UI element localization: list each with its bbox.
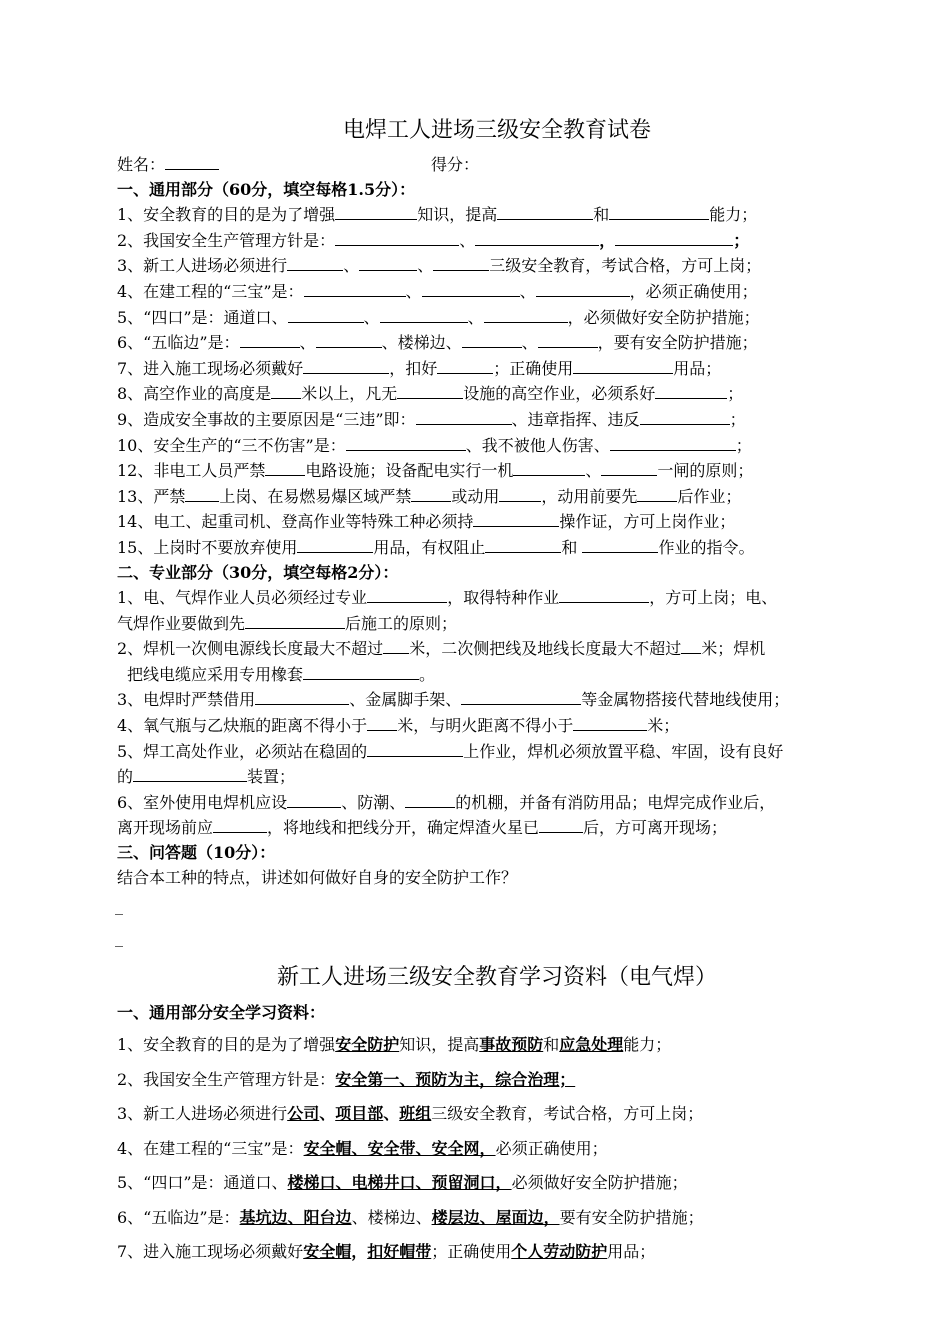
pro-question-5b: 的 装置； xyxy=(117,764,877,790)
blank[interactable] xyxy=(185,484,219,502)
exam-title: 电焊工人进场三级安全教育试卷 xyxy=(342,118,651,143)
blank[interactable] xyxy=(637,484,677,502)
blank[interactable] xyxy=(287,253,343,271)
answer-line-2[interactable]: _ xyxy=(115,928,123,948)
study-general-heading: 一、通用部分安全学习资料： xyxy=(117,1003,326,1023)
blank[interactable] xyxy=(255,687,349,705)
blank[interactable] xyxy=(485,535,561,553)
blank[interactable] xyxy=(437,356,493,374)
blank[interactable] xyxy=(367,739,463,757)
blank[interactable] xyxy=(462,330,522,348)
blank[interactable] xyxy=(245,611,345,629)
section-qa-heading: 三、问答题（10分）： xyxy=(117,843,276,863)
blank[interactable] xyxy=(405,790,455,808)
study-item-6: 6、“五临边”是：基坑边、阳台边、楼梯边、楼层边、屋面边，要有安全防护措施； xyxy=(117,1207,704,1227)
pro-question-2b: 把线电缆应采用专用橡套 。 xyxy=(117,662,877,688)
question-5: 5、“四口”是：通道口、 、 、 ，必须做好安全防护措施； xyxy=(117,305,877,331)
question-9: 9、造成安全事故的主要原因是“三违”即： 、违章指挥、违反 ； xyxy=(117,407,877,433)
blank[interactable] xyxy=(433,253,489,271)
name-score-line xyxy=(117,152,877,178)
document-page xyxy=(117,112,877,1270)
pro-question-4: 4、氧气瓶与乙炔瓶的距离不得小于 米，与明火距离不得小于 米； xyxy=(117,713,877,739)
blank[interactable] xyxy=(316,330,382,348)
blank[interactable] xyxy=(573,356,673,374)
study-section xyxy=(117,998,877,1270)
blank[interactable] xyxy=(513,458,585,476)
blank[interactable] xyxy=(610,433,736,451)
blank[interactable] xyxy=(536,279,630,297)
blank[interactable] xyxy=(461,687,581,705)
blank[interactable] xyxy=(475,228,599,246)
blank[interactable] xyxy=(422,279,520,297)
blank[interactable] xyxy=(539,815,583,833)
blank[interactable] xyxy=(303,662,419,680)
pro-question-6b: 离开现场前应 ，将地线和把线分开，确定焊渣火星已 后，方可离开现场； xyxy=(117,815,877,841)
question-10: 10、安全生产的“三不伤害”是： 、我不被他人伤害、 ； xyxy=(117,433,877,459)
blank[interactable] xyxy=(367,585,447,603)
study-item-1: 1、安全教育的目的是为了增强安全防护知识，提高事故预防和应急处理能力； xyxy=(117,1035,672,1055)
blank[interactable] xyxy=(380,305,468,323)
pro-question-1a: 1、电、气焊作业人员必须经过专业 ，取得特种作业 ，方可上岗；电、 xyxy=(117,585,877,611)
question-13: 13、严禁 上岗、在易燃易爆区域严禁 或动用 ，动用前要先 后作业； xyxy=(117,484,877,510)
blank[interactable] xyxy=(615,228,733,246)
blank[interactable] xyxy=(681,636,701,654)
qa-question: 结合本工种的特点，讲述如何做好自身的安全防护工作？ xyxy=(117,867,518,887)
study-item-5: 5、“四口”是：通道口、楼梯口、电梯井口、预留洞口，必须做好安全防护措施； xyxy=(117,1173,688,1193)
blank[interactable] xyxy=(559,585,649,603)
question-8: 8、高空作业的高度是 米以上，凡无 设施的高空作业，必须系好 ； xyxy=(117,381,877,407)
blank[interactable] xyxy=(538,330,598,348)
blank[interactable] xyxy=(383,636,409,654)
blank[interactable] xyxy=(473,509,559,527)
blank[interactable] xyxy=(240,330,300,348)
blank[interactable] xyxy=(335,228,459,246)
blank[interactable] xyxy=(601,458,657,476)
study-item-4: 4、在建工程的“三宝”是：安全帽、安全带、安全网，必须正确使用； xyxy=(117,1138,608,1158)
pro-question-3: 3、电焊时严禁借用 、金属脚手架、 等金属物搭接代替地线使用； xyxy=(117,687,877,713)
answer-line-1[interactable]: _ xyxy=(115,896,123,916)
study-item-3: 3、新工人进场必须进行公司、项目部、班组三级安全教育，考试合格，方可上岗； xyxy=(117,1104,704,1124)
question-6: 6、“五临边”是： 、 、楼梯边、 、 ，要有安全防护措施； xyxy=(117,330,877,356)
question-12: 12、非电工人员严禁 电路设施；设备配电实行一机 、 一闸的原则； xyxy=(117,458,877,484)
blank[interactable] xyxy=(213,815,267,833)
blank[interactable] xyxy=(303,356,389,374)
blank[interactable] xyxy=(573,713,647,731)
study-title: 新工人进场三级安全教育学习资料（电气焊） xyxy=(276,965,717,991)
blank[interactable] xyxy=(582,535,658,553)
blank[interactable] xyxy=(397,381,463,399)
study-item-2: 2、我国安全生产管理方针是：安全第一、预防为主，综合治理； xyxy=(117,1069,576,1089)
blank[interactable] xyxy=(271,381,301,399)
section-general-heading: 一、通用部分（60分，填空每格1.5分）： xyxy=(117,179,416,199)
pro-question-6a: 6、室外使用电焊机应设 、防潮、 的机棚，并备有消防用品；电焊完成作业后， xyxy=(117,790,877,816)
study-item-7: 7、进入施工现场必须戴好安全帽，扣好帽带；正确使用个人劳动防护用品； xyxy=(117,1242,656,1262)
name-blank[interactable] xyxy=(165,152,219,170)
blank[interactable] xyxy=(497,202,593,220)
score-label: 得分： xyxy=(431,155,480,174)
blank[interactable] xyxy=(335,202,417,220)
question-1: 1、安全教育的目的是为了增强 知识，提高 和 能力； xyxy=(117,202,877,228)
blank[interactable] xyxy=(297,535,373,553)
blank[interactable] xyxy=(499,484,541,502)
pro-question-1b: 气焊作业要做到先 后施工的原则； xyxy=(117,611,877,637)
blank[interactable] xyxy=(484,305,568,323)
blank[interactable] xyxy=(287,790,341,808)
pro-question-5a: 5、焊工高处作业，必须站在稳固的 上作业，焊机必须放置平稳、牢固，设有良好 xyxy=(117,739,877,765)
blank[interactable] xyxy=(359,253,417,271)
blank[interactable] xyxy=(655,381,727,399)
name-label: 姓名： xyxy=(117,155,166,174)
question-4: 4、在建工程的“三宝”是： 、 、 ，必须正确使用； xyxy=(117,279,877,305)
section-professional-heading: 二、专业部分（30分，填空每格2分）： xyxy=(117,562,399,582)
blank[interactable] xyxy=(133,764,247,782)
blank[interactable] xyxy=(640,407,730,425)
blank[interactable] xyxy=(367,713,397,731)
question-3: 3、新工人进场必须进行 、 、 三级安全教育，考试合格，方可上岗； xyxy=(117,253,877,279)
question-2: 2、我国安全生产管理方针是： 、 ， ； xyxy=(117,228,877,254)
question-14: 14、电工、起重司机、登高作业等特殊工种必须持 操作证，方可上岗作业； xyxy=(117,509,877,535)
blank[interactable] xyxy=(411,484,451,502)
blank[interactable] xyxy=(609,202,709,220)
blank[interactable] xyxy=(288,305,364,323)
blank[interactable] xyxy=(265,458,305,476)
blank[interactable] xyxy=(346,433,466,451)
blank[interactable] xyxy=(304,279,406,297)
blank[interactable] xyxy=(416,407,512,425)
question-15: 15、上岗时不要放弃使用 用品，有权阻止 和 作业的指令。 xyxy=(117,535,877,561)
question-7: 7、进入施工现场必须戴好 ，扣好 ；正确使用 用品； xyxy=(117,356,877,382)
pro-question-2a: 2、焊机一次侧电源线长度最大不超过 米，二次侧把线及地线长度最大不超过 米；焊机 xyxy=(117,636,877,662)
